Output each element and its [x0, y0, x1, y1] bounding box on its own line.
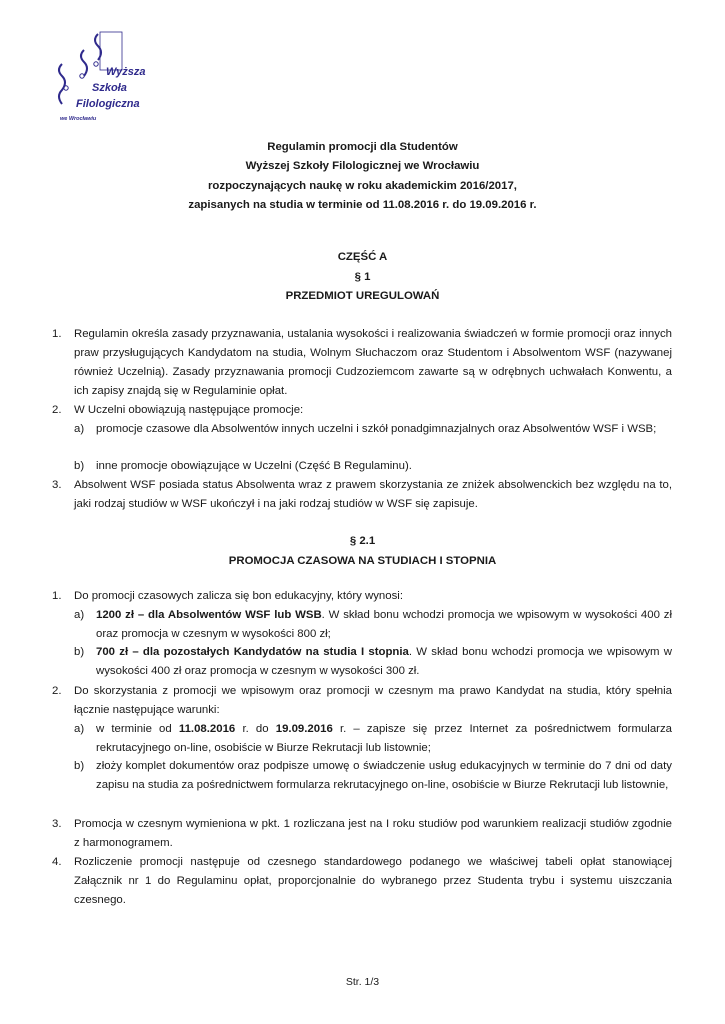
title-line-3: rozpoczynających naukę w roku akademickim 2016/2017, [208, 179, 517, 192]
list-item [96, 606, 672, 644]
list-item: Do skorzystania z promocji we wpisowym oraz promocji w czesnym ma prawo Kandydat na studia, który spełnia łącznie następujące warunki: [74, 685, 672, 717]
item-number: b) [74, 460, 85, 472]
item-number: 1. [52, 590, 62, 602]
paragraph-number: § 2.1 [349, 535, 376, 547]
logo-line-1: Wyższa [106, 66, 146, 78]
part-label: CZĘŚĆ A [337, 251, 388, 263]
item-number: b) [74, 760, 85, 772]
title-line-2: Wyższej Szkoły Filologicznej we Wrocławiu [245, 160, 480, 173]
bold-amount: 700 zł – dla pozostałych Kandydatów na studia I stopnia [96, 646, 409, 658]
list-item: Do promocji czasowych zalicza się bon edukacyjny, który wynosi: [74, 590, 403, 602]
section-heading: PRZEDMIOT UREGULOWAŃ [285, 290, 440, 302]
item-number: 3. [52, 479, 62, 491]
list-item: złoży komplet dokumentów oraz podpisze umowę o świadczenie usług edukacyjnych w terminie do 7 dni od daty zapisu na studia za pośrednictwem formularza rekrutacyjnego on-line, osobiście w Biurze Rekrutacji lub listownie, [96, 760, 672, 792]
item-number: a) [74, 423, 85, 435]
item-number: 4. [52, 856, 62, 868]
item-text: r. – zapisze się przez Internet za pośrednictwem formularza rekrutacyjnego on-line, osobiście w Biurze Rekrutacji lub listownie; [96, 723, 672, 755]
list-item [96, 643, 672, 681]
part-a-heading [0, 248, 725, 307]
list-item: W Uczelni obowiązują następujące promocje: [74, 404, 304, 416]
bold-amount: 1200 zł – dla Absolwentów WSF lub WSB [96, 609, 322, 621]
document-title [0, 138, 725, 216]
university-logo [52, 30, 146, 130]
title-line-1: Regulamin promocji dla Studentów [267, 141, 458, 153]
item-text: . W skład bonu wchodzi promocja we wpisowym w wysokości 400 zł oraz promocja w czesnym w wysokości 800 zł; [96, 609, 672, 641]
title-line-4: zapisanych na studia w terminie od 11.08.2016 r. do 19.09.2016 r. [188, 199, 537, 212]
item-number: 2. [52, 404, 62, 416]
item-number: 3. [52, 818, 62, 830]
item-text: w terminie od [96, 723, 179, 735]
item-number: 2. [52, 685, 62, 697]
section-heading: PROMOCJA CZASOWA NA STUDIACH I STOPNIA [228, 554, 497, 567]
item-number: b) [74, 646, 85, 658]
item-text: . W skład bonu wchodzi promocja we wpisowym w wysokości 400 zł oraz promocja w czesnym w wysokości 300 zł. [96, 646, 672, 678]
list-item: inne promocje obowiązujące w Uczelni (Część B Regulaminu). [96, 460, 412, 472]
item-number: a) [74, 723, 85, 735]
logo-graphic-icon [52, 30, 142, 130]
list-item: Rozliczenie promocji następuje od czesnego standardowego podanego we właściwej tabeli opłat stanowiącej Załącznik nr 1 do Regulaminu opłat, proporcjonalnie do wybranego przez Studenta trybu i systemu uiszczania czesnego. [74, 856, 672, 907]
bold-date: 11.08.2016 [178, 723, 236, 735]
list-item [96, 720, 672, 758]
item-text: r. do [235, 723, 276, 735]
list-item: Absolwent WSF posiada status Absolwenta wraz z prawem skorzystania ze zniżek absolwenckich bez względu na to, jaki rodzaj studiów w WSF ukończył i na jaki rodzaj studiów w WSF się zapisuje. [74, 479, 672, 511]
item-number: a) [74, 609, 85, 621]
section-2-1-heading [0, 532, 725, 571]
logo-line-3: Filologiczna [76, 98, 140, 110]
bold-date: 19.09.2016 [275, 723, 333, 735]
page-number: Str. 1/3 [345, 976, 380, 988]
list-item: Regulamin określa zasady przyznawania, ustalania wysokości i realizowania świadczeń w formie promocji oraz innych praw przysługujących Kandydatom na studia, Wolnym Słuchaczom oraz Studentom i Absolwentom WSF (nazywanej również Uczelnią). Zasady przyznawania promocji Cudzoziemcom zawarte są w odrębnych uchwałach Konwentu, a ich zapisy znajdą się w Regulaminie opłat. [74, 328, 672, 398]
list-item: promocje czasowe dla Absolwentów innych uczelni i szkół ponadgimnazjalnych oraz Absolwentów WSF i WSB; [96, 423, 657, 435]
paragraph-number: § 1 [354, 270, 371, 283]
list-item: Promocja w czesnym wymieniona w pkt. 1 rozliczana jest na I roku studiów pod warunkiem realizacji studiów zgodnie z harmonogramem. [74, 818, 672, 850]
logo-line-4: we Wrocławiu [60, 116, 97, 122]
logo-line-2: Szkoła [92, 82, 127, 94]
item-number: 1. [52, 328, 62, 340]
